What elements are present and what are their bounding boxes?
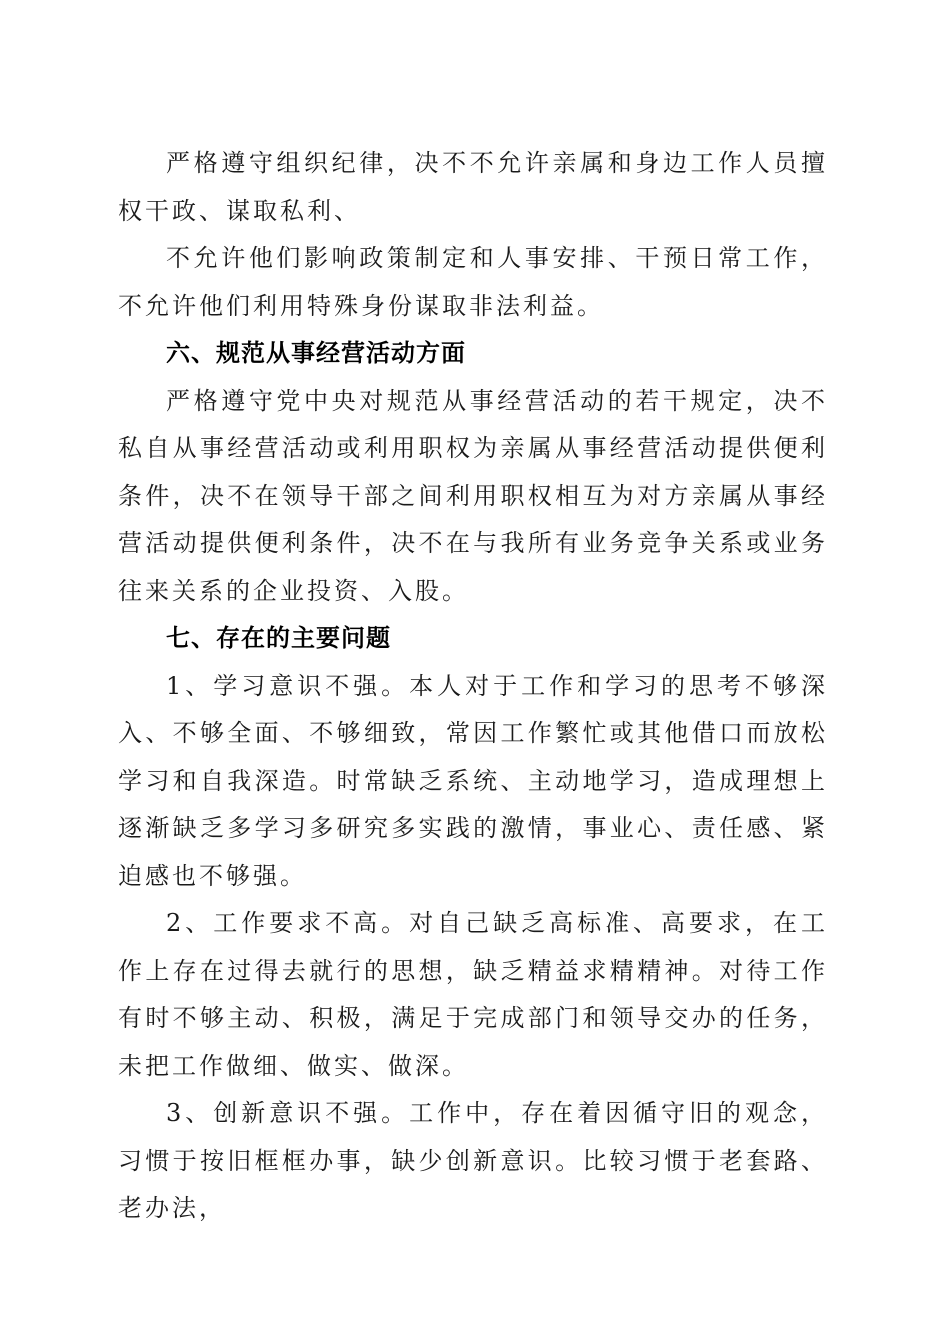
paragraph-problem-learning: 1、学习意识不强。本人对于工作和学习的思考不够深入、不够全面、不够细致，常因工作繁忙或其他借口而放松学习和自我深造。时常缺乏系统、主动地学习，造成理想上逐渐缺乏多学习多研究多实践的激情，事业心、责任感、紧迫感也不够强。 (118, 671, 828, 890)
paragraph-problem-innovation: 3、创新意识不强。工作中，存在着因循守旧的观念，习惯于按旧框框办事，缺少创新意识。比较习惯于老套路、老办法， (118, 1099, 828, 1222)
paragraph-organization-discipline: 严格遵守组织纪律，决不不允许亲属和身边工作人员擅权干政、谋取私利、 (118, 149, 828, 225)
section-heading-business-activities: 六、规范从事经营活动方面 (166, 339, 466, 367)
paragraph-no-interference: 不允许他们影响政策制定和人事安排、干预日常工作，不允许他们利用特殊身份谋取非法利益。 (118, 244, 828, 320)
section-heading-main-problems: 七、存在的主要问题 (166, 624, 391, 652)
paragraph-problem-work-standards: 2、工作要求不高。对自己缺乏高标准、高要求，在工作上存在过得去就行的思想，缺乏精益求精精神。对待工作有时不够主动、积极，满足于完成部门和领导交办的任务，未把工作做细、做实、做深。 (118, 909, 828, 1080)
document-body (118, 140, 828, 1233)
paragraph-business-regulations: 严格遵守党中央对规范从事经营活动的若干规定，决不私自从事经营活动或利用职权为亲属从事经营活动提供便利条件，决不在领导干部之间利用职权相互为对方亲属从事经营活动提供便利条件，决不在与我所有业务竞争关系或业务往来关系的企业投资、入股。 (118, 386, 828, 605)
